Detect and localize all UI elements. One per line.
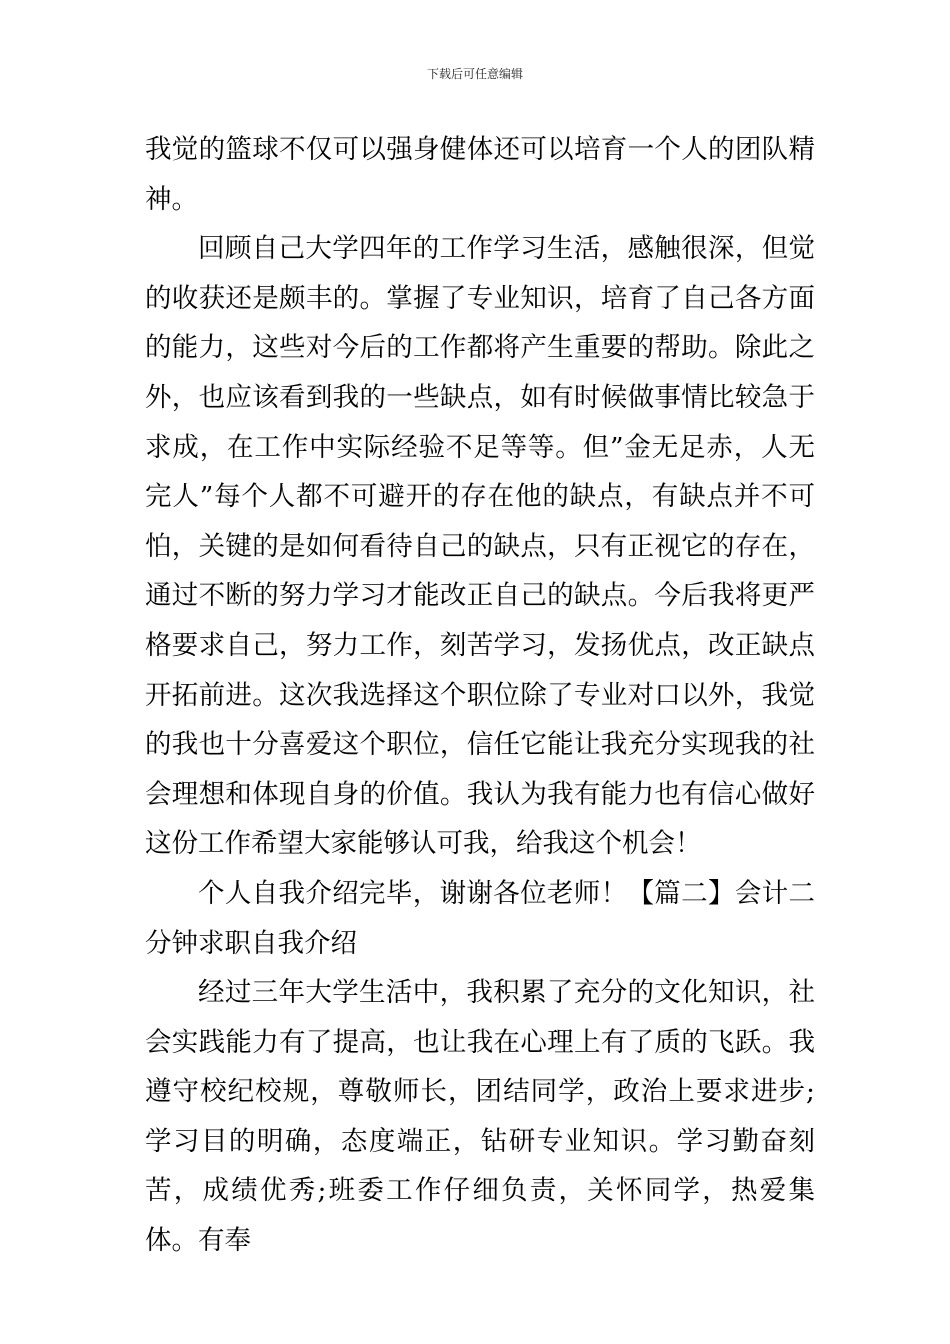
paragraph-three-years-university: 经过三年大学生活中，我积累了充分的文化知识，社会实践能力有了提高，也让我在心理上有了质的飞跃。我遵守校纪校规，尊敬师长，团结同学，政治上要求进步;学习目的明确，态度端正，钻研专业知识。学习勤奋刻苦，成绩优秀;班委工作仔细负责，关怀同学，热爱集体。有奉 — [145, 977, 815, 1257]
paragraph-closing-and-section-two-title: 个人自我介绍完毕，谢谢各位老师！【篇二】会计二分钟求职自我介绍 — [145, 877, 815, 959]
paragraph-university-review: 回顾自己大学四年的工作学习生活，感触很深，但觉的收获还是颇丰的。掌握了专业知识，培育了自己各方面的能力，这些对今后的工作都将产生重要的帮助。除此之外，也应该看到我的一些缺点，如有时候做事情比较急于求成，在工作中实际经验不足等等。但”金无足赤，人无完人”每个人都不可避开的存在他的缺点，有缺点并不可怕，关键的是如何看待自己的缺点，只有正视它的存在，通过不断的努力学习才能改正自己的缺点。今后我将更严格要求自己，努力工作，刻苦学习，发扬优点，改正缺点开拓前进。这次我选择这个职位除了专业对口以外，我觉的我也十分喜爱这个职位，信任它能让我充分实现我的社会理想和体现自身的价值。我认为我有能力也有信心做好这份工作希望大家能够认可我，给我这个机会！ — [145, 233, 815, 860]
document-body — [145, 125, 815, 1266]
paragraph-basketball: 我觉的篮球不仅可以强身健体还可以培育一个人的团队精神。 — [145, 134, 815, 215]
page-header: 下载后可任意编辑 — [426, 67, 523, 81]
